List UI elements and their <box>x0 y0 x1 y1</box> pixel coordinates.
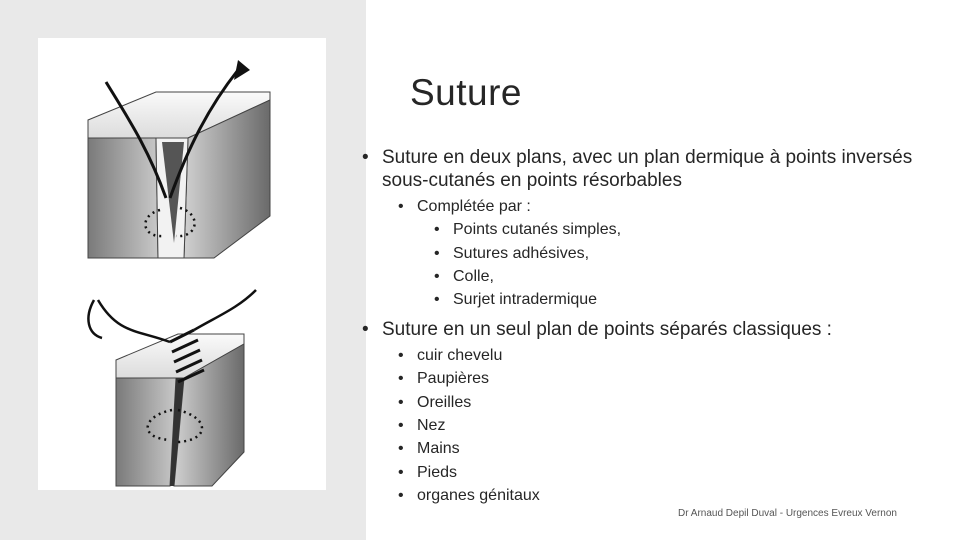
bullet-glyph: • <box>434 267 440 285</box>
list-item-text: Sutures adhésives, <box>453 244 590 262</box>
bullet-glyph: • <box>398 486 404 504</box>
bullet-glyph: • <box>362 147 369 168</box>
bullet-glyph: • <box>398 393 404 411</box>
sub-bullet-completee <box>398 195 531 218</box>
list-item <box>434 218 621 241</box>
bullet-glyph: • <box>434 291 440 309</box>
bullet-single-layer-suture <box>362 318 942 341</box>
bullet-glyph: • <box>398 198 404 215</box>
bullet-glyph: • <box>398 416 404 434</box>
list-item <box>398 414 445 437</box>
list-item <box>434 242 589 265</box>
bullet-text: Suture en deux plans, avec un plan dermique à points inversés sous‑cutanés en points résorbables <box>382 147 913 191</box>
list-item-text: Nez <box>417 416 446 434</box>
list-item-text: Oreilles <box>417 393 472 411</box>
bullet-glyph: • <box>398 440 404 458</box>
list-item <box>434 265 494 288</box>
list-item <box>398 484 540 507</box>
list-item-text: Pieds <box>417 463 458 481</box>
sub-bullet-text: Complétée par : <box>417 198 531 215</box>
list-item-text: cuir chevelu <box>417 347 503 364</box>
bullet-glyph: • <box>398 347 404 364</box>
bullet-glyph: • <box>398 370 404 388</box>
two-layer-suture-figure <box>88 60 270 258</box>
slide-footer: Dr Arnaud Depil Duval - Urgences Evreux Vernon <box>678 508 897 519</box>
list-item-text: Paupières <box>417 370 490 388</box>
list-item <box>398 391 471 414</box>
bullet-glyph: • <box>362 319 369 340</box>
slide-title: Suture <box>410 72 523 113</box>
bullet-glyph: • <box>434 221 440 239</box>
list-item-text: Points cutanés simples, <box>453 221 622 239</box>
suture-illustration <box>38 38 326 490</box>
list-item-text: Colle, <box>453 267 494 285</box>
list-item <box>398 344 502 367</box>
bullet-glyph: • <box>398 463 404 481</box>
list-item <box>398 461 457 484</box>
list-item <box>398 437 460 460</box>
list-item-text: Surjet intradermique <box>453 291 598 309</box>
list-item <box>434 288 597 311</box>
bullet-glyph: • <box>434 244 440 262</box>
list-item-text: organes génitaux <box>417 486 540 504</box>
bullet-two-layer-suture <box>362 146 922 192</box>
list-item-text: Mains <box>417 440 460 458</box>
list-item <box>398 367 489 390</box>
single-layer-suture-figure <box>88 290 256 486</box>
suture-diagram-svg <box>38 38 326 490</box>
bullet-text: Suture en un seul plan de points séparés classiques : <box>382 319 832 340</box>
